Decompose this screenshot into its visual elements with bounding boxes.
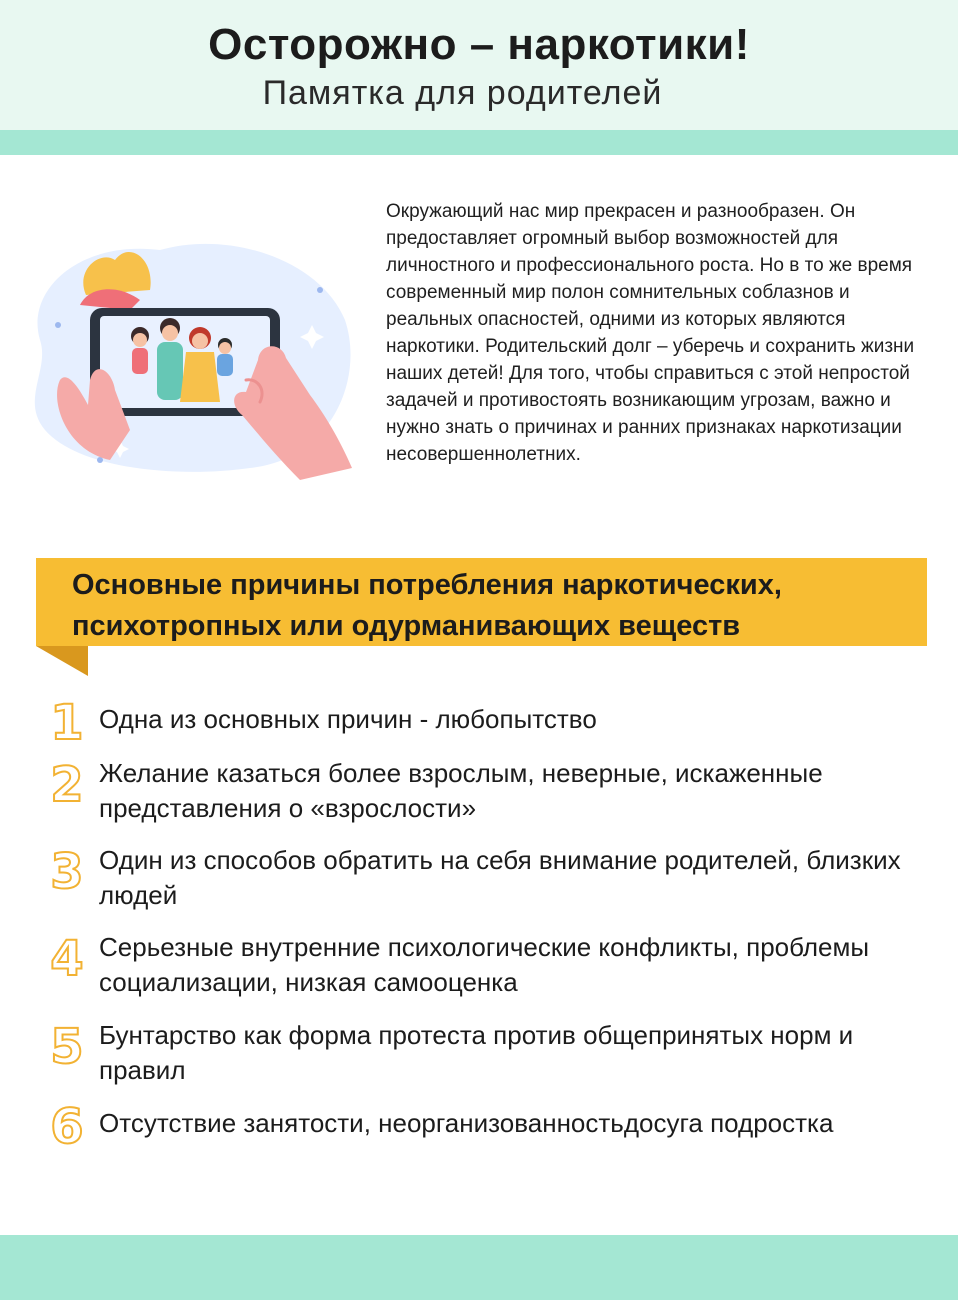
intro-paragraph: Окружающий нас мир прекрасен и разнообразен. Он предоставляет огромный выбор возможностей для личностного и профессионального роста. Но в то же время современный мир полон сомнительных соблазнов и реальных опасностей, одними из которых являются наркотики. Родительский долг – уберечь и сохранить жизни наших детей! Для того, чтобы справиться с этой непростой задачей и противостоять возникающим угрозам, важно и нужно знать о причинах и ранних признаках наркотизации несовершеннолетних.: [386, 201, 915, 465]
reason-text: Один из способов обратить на себя внимание родителей, близких людей: [99, 845, 901, 910]
footer-strip: [0, 1235, 958, 1300]
number-6-icon: 6: [50, 1099, 84, 1155]
number-2-icon: 2: [50, 757, 84, 813]
reason-text: Отсутствие занятости, неорганизованностьдосуга подростка: [99, 1108, 834, 1138]
number-5-icon: 5: [50, 1019, 84, 1075]
header-strip: [0, 130, 958, 155]
number-1-icon: 1: [50, 695, 84, 751]
reason-text: Бунтарство как форма протеста против общепринятых норм и правил: [99, 1020, 854, 1085]
page-subtitle: Памятка для родителей: [262, 74, 663, 112]
family-photo-phone-illustration: [20, 230, 360, 480]
section-banner-fold: [36, 646, 88, 676]
number-4-icon: 4: [50, 931, 84, 987]
section-title: Основные причины потребления наркотических, психотропных или одурманивающих веществ: [72, 569, 782, 642]
page-title: Осторожно – наркотики!: [208, 20, 750, 69]
reason-text: Серьезные внутренние психологические конфликты, проблемы социализации, низкая самооценка: [99, 932, 870, 997]
number-3-icon: 3: [50, 844, 84, 900]
reason-text: Одна из основных причин - любопытство: [99, 704, 597, 734]
reason-text: Желание казаться более взрослым, неверные, искаженные представления о «взрослости»: [99, 758, 823, 823]
